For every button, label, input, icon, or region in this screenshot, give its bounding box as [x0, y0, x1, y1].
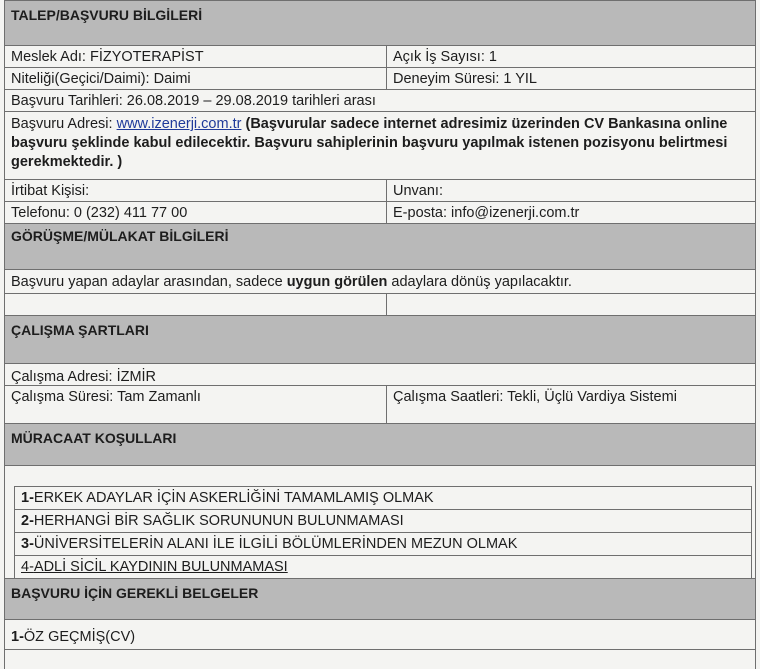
item-text: HERHANGİ BİR SAĞLIK SORUNUNUN BULUNMAMASI: [33, 513, 404, 529]
calisma-saatleri: Çalışma Saatleri: Tekli, Üçlü Vardiya Sistemi: [393, 389, 677, 405]
basvuru-note: (Başvurular sadece internet adresimiz üzerinden CV Bankasına online başvuru şeklinde kabul edilecektir. Başvuru sahiplerinin başvuru yapılmak istenen pozisyonu belirtmesi gerekmektedir. ): [11, 116, 728, 170]
row-irtibat: [4, 180, 756, 202]
section-header-talep: [4, 0, 756, 46]
website-link[interactable]: www.izenerji.com.tr: [116, 116, 242, 132]
section-header-muracaat: [4, 424, 756, 466]
irtibat-kisisi: İrtibat Kişisi:: [5, 180, 387, 201]
deneyim-suresi: Deneyim Süresi: 1 YIL: [393, 71, 537, 87]
row-belge-1: [4, 620, 756, 650]
section-title: MÜRACAAT KOŞULLARI: [11, 430, 177, 446]
item-number: 1-: [21, 490, 34, 506]
gorusme-text-bold: uygun görülen: [286, 274, 388, 290]
belge-item: [11, 628, 749, 647]
basvuru-tarihleri: Başvuru Tarihleri: 26.08.2019 – 29.08.2019 tarihleri arası: [11, 93, 376, 109]
item-number: 2-: [21, 513, 34, 529]
section-title: GÖRÜŞME/MÜLAKAT BİLGİLERİ: [11, 228, 229, 244]
row-nitelik: [4, 68, 756, 90]
list-item: [15, 487, 751, 510]
section-header-gorusme: [4, 224, 756, 270]
gorusme-text: [11, 273, 749, 292]
row-gorusme-text: [4, 270, 756, 294]
section-title: TALEP/BAŞVURU BİLGİLERİ: [11, 7, 203, 23]
list-item: [15, 533, 751, 556]
row-belge-empty: [4, 650, 756, 669]
muracaat-list: [14, 486, 752, 578]
adres-label: Başvuru Adresi:: [11, 116, 117, 132]
item-text: ADLİ SİCİL KAYDININ BULUNMAMASI: [33, 559, 288, 575]
item-number: 1-: [11, 629, 24, 645]
meslek-adi: Meslek Adı: FİZYOTERAPİST: [5, 46, 387, 67]
section-title: BAŞVURU İÇİN GEREKLİ BELGELER: [11, 585, 259, 601]
gorusme-text-2: adaylara dönüş yapılacaktır.: [387, 274, 572, 290]
row-gorusme-empty: [4, 294, 756, 316]
row-meslek: [4, 46, 756, 68]
unvani: Unvanı:: [393, 183, 443, 199]
row-telefon: [4, 202, 756, 224]
row-calisma-suresi: [4, 386, 756, 424]
row-tarihler: [4, 90, 756, 112]
section-title: ÇALIŞMA ŞARTLARI: [11, 322, 149, 338]
list-item: [15, 510, 751, 533]
item-text: ERKEK ADAYLAR İÇİN ASKERLİĞİNİ TAMAMLAMIŞ OLMAK: [33, 490, 434, 506]
empty-cell: [5, 294, 387, 315]
item-text: ÖZ GEÇMİŞ(CV): [23, 629, 136, 645]
row-basvuru-adresi: [4, 112, 756, 180]
section-header-belgeler: [4, 578, 756, 620]
calisma-adresi: Çalışma Adresi: İZMİR: [11, 369, 157, 385]
telefon: Telefonu: 0 (232) 411 77 00: [5, 202, 387, 223]
niteligi: Niteliği(Geçici/Daimi): Daimi: [5, 68, 387, 89]
row-calisma-adresi: [4, 364, 756, 386]
list-item: [15, 556, 751, 578]
empty-cell: [387, 294, 755, 315]
item-text: ÜNİVERSİTELERİN ALANI İLE İLGİLİ BÖLÜMLERİNDEN MEZUN OLMAK: [33, 536, 518, 552]
section-header-calisma: [4, 316, 756, 364]
eposta: E-posta: info@izenerji.com.tr: [393, 205, 580, 221]
gorusme-text-1: Başvuru yapan adaylar arasından, sadece: [11, 274, 287, 290]
item-number: 3-: [21, 536, 34, 552]
calisma-suresi: Çalışma Süresi: Tam Zamanlı: [5, 386, 387, 423]
item-number: 4-: [21, 559, 34, 575]
basvuru-adresi: [11, 115, 749, 172]
acik-is-sayisi: Açık İş Sayısı: 1: [393, 49, 497, 65]
